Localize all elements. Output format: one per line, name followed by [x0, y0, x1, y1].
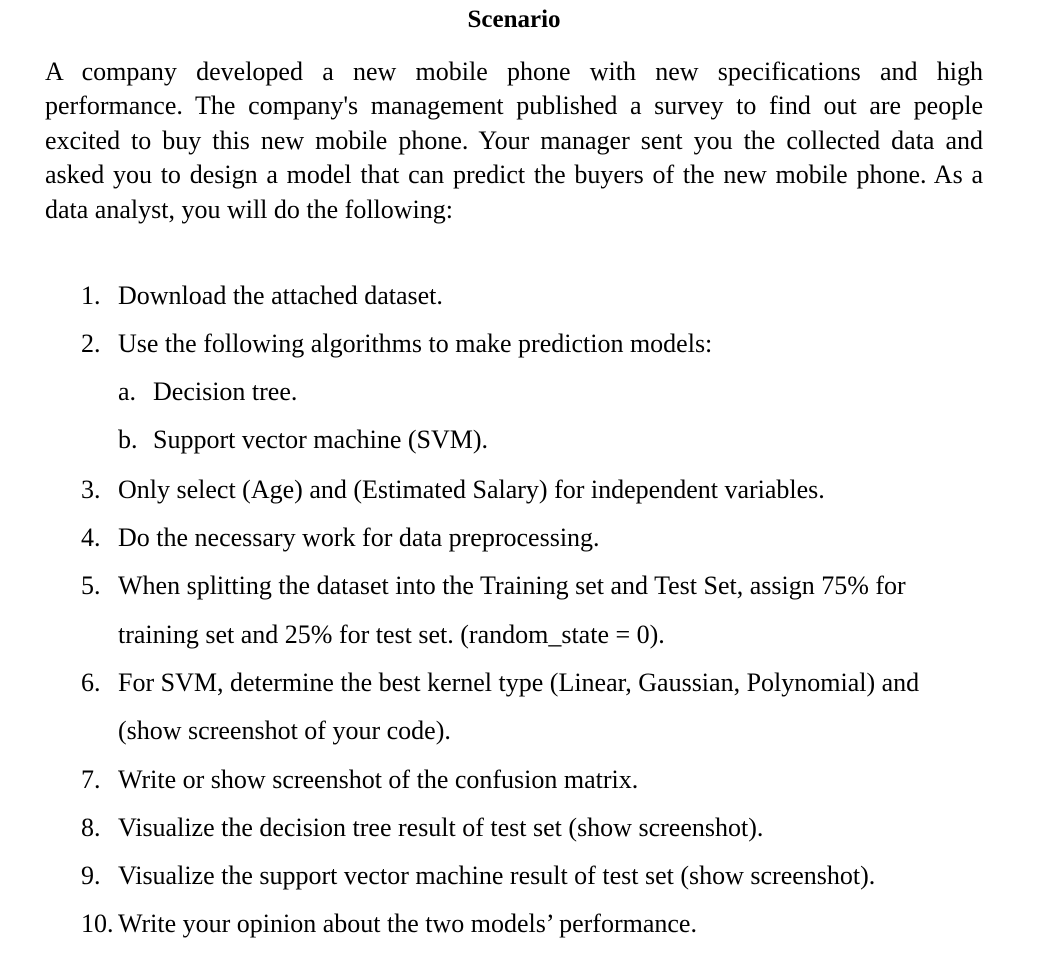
list-item [81, 908, 697, 940]
list-item-text: Only select (Age) and (Estimated Salary) for independent variables. [118, 475, 825, 504]
list-item [81, 280, 443, 312]
list-item-number: 2. [81, 329, 101, 358]
list-item [81, 474, 825, 506]
list-item-text: For SVM, determine the best kernel type (Linear, Gaussian, Polynomial) and [118, 668, 920, 697]
list-item-text: Download the attached dataset. [118, 281, 443, 310]
list-item-text: Visualize the support vector machine result of test set (show screenshot). [118, 861, 876, 890]
list-item [81, 764, 638, 796]
list-item-text: Write your opinion about the two models’ performance. [118, 909, 697, 938]
list-item-number: 5. [81, 571, 101, 600]
list-item-text: training set and 25% for test set. (random_state = 0). [118, 620, 665, 649]
list-item-continuation [118, 715, 451, 747]
list-subitem [118, 424, 488, 456]
list-item-number: 8. [81, 813, 101, 842]
list-item-letter: a. [118, 377, 137, 406]
list-item-number: 6. [81, 668, 101, 697]
list-item [81, 860, 875, 892]
list-item-text: Visualize the decision tree result of test set (show screenshot). [118, 813, 764, 842]
intro-paragraph: A company developed a new mobile phone with new specifications and high performance. The company's management published a survey to find out are people excited to buy this new mobile phone. Your manager sent you the collected data and asked you to design a model that can predict the buyers of the new mobile phone. As a data analyst, you will do the following: [45, 57, 983, 224]
list-item-text: (show screenshot of your code). [118, 716, 451, 745]
list-item-text: Decision tree. [153, 377, 298, 406]
list-item-letter: b. [118, 425, 138, 454]
list-item [81, 570, 906, 602]
list-subitem [118, 376, 297, 408]
list-item-number: 4. [81, 523, 101, 552]
list-item-text: When splitting the dataset into the Training set and Test Set, assign 75% for [118, 571, 906, 600]
page-title: Scenario [467, 6, 561, 33]
list-item-text: Write or show screenshot of the confusion matrix. [118, 765, 639, 794]
list-item-text: Support vector machine (SVM). [153, 425, 489, 454]
list-item-number: 9. [81, 861, 101, 890]
list-item-number: 7. [81, 765, 101, 794]
list-item-number: 3. [81, 475, 101, 504]
list-item-number: 1. [81, 281, 101, 310]
list-item-continuation [118, 619, 665, 651]
list-item [81, 328, 712, 360]
list-item [81, 812, 763, 844]
list-item [81, 522, 600, 554]
list-item-text: Do the necessary work for data preprocessing. [118, 523, 600, 552]
list-item-number: 10. [81, 909, 114, 938]
list-item [81, 667, 919, 699]
list-item-text: Use the following algorithms to make prediction models: [118, 329, 713, 358]
